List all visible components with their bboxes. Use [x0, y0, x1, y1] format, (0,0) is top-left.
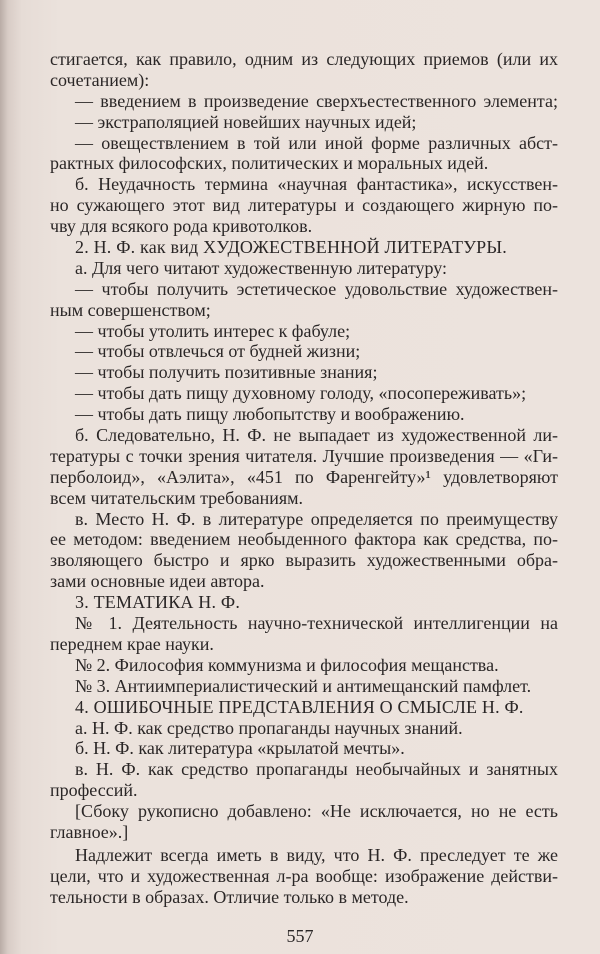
list-item: — чтобы дать пищу любопытству и воображению. — [75, 404, 465, 425]
page-body — [50, 49, 558, 908]
text-line: № 1. Деятельность научно-технической интеллигенции на — [75, 613, 558, 634]
section-heading: 3. ТЕМАТИКА Н. Ф. — [75, 592, 241, 613]
page-number: 557 — [286, 926, 314, 946]
text-line: зволяющего быстро и ярко выразить художественными обра- — [50, 550, 558, 571]
list-item: — чтобы утолить интерес к фабуле; — [75, 320, 351, 341]
text-line: № 3. Антиимпериалистический и антимещанский памфлет. — [75, 675, 532, 696]
list-item: — овеществлением в той или иной форме различных абст- — [75, 132, 558, 153]
text-line: б. Н. Ф. как литература «крылатой мечты». — [75, 738, 405, 759]
text-line: стигается, как правило, одним из следующих приемов (или их — [50, 49, 558, 69]
section-heading: 2. Н. Ф. как вид ХУДОЖЕСТВЕННОЙ ЛИТЕРАТУРЫ. — [75, 237, 507, 258]
text-line: цели, что и художественная л-ра вообще: изображение действи- — [50, 865, 558, 886]
text-line: тельности в образах. Отличие только в методе. — [50, 886, 409, 907]
text-line: чву для всякого рода кривотолков. — [50, 216, 313, 237]
text-line: главное».] — [50, 821, 129, 842]
text-line: тературы с точки зрения читателя. Лучшие произведения — «Ги- — [50, 445, 558, 466]
text-line: переднем крае науки. — [50, 633, 214, 654]
text-line: всем читательским требованиям. — [50, 487, 304, 508]
list-item: — чтобы дать пищу духовному голоду, «посопереживать»; — [75, 383, 527, 404]
section-heading: 4. ОШИБОЧНЫЕ ПРЕДСТАВЛЕНИЯ О СМЫСЛЕ Н. Ф. — [75, 696, 524, 717]
list-item: — чтобы отвлечься от будней жизни; — [75, 341, 361, 362]
text-line: ее методом: введением необыденного фактора как средства, по- — [50, 529, 558, 550]
text-line: Надлежит всегда иметь в виду, что Н. Ф. преследует те же — [75, 844, 558, 865]
text-line: рактных философских, политических и моральных идей. — [50, 153, 489, 174]
text-line: зами основные идеи автора. — [50, 571, 265, 592]
list-item: — экстраполяцией новейших научных идей; — [75, 111, 417, 132]
text-line: но сужающего этот вид литературы и создающего жирную по- — [50, 195, 558, 216]
text-line: ным совершенством; — [50, 299, 211, 320]
list-item: — введением в произведение сверхъестественного элемента; — [75, 90, 558, 111]
text-line: б. Неудачность термина «научная фантастика», искусствен- — [75, 174, 558, 195]
text-line: [Сбоку рукописно добавлено: «Не исключается, но не есть — [75, 801, 558, 822]
text-line: сочетанием): — [50, 69, 150, 90]
text-line: а. Н. Ф. как средство пропаганды научных знаний. — [75, 717, 463, 738]
text-line: б. Следовательно, Н. Ф. не выпадает из художественной ли- — [75, 425, 558, 446]
list-item: — чтобы получить эстетическое удовольствие художествен- — [75, 278, 558, 299]
text-line: в. Н. Ф. как средство пропаганды необычайных и занятных — [75, 759, 558, 780]
text-line: в. Место Н. Ф. в литературе определяется по преимуществу — [75, 508, 558, 529]
text-line: а. Для чего читают художественную литературу: — [75, 257, 447, 278]
text-line: перболоид», «Аэлита», «451 по Фаренгейту»¹ удовлетворяют — [50, 466, 558, 487]
text-line: № 2. Философия коммунизма и философия мещанства. — [75, 654, 499, 675]
list-item: — чтобы получить позитивные знания; — [75, 362, 378, 383]
text-line: профессий. — [50, 780, 138, 801]
